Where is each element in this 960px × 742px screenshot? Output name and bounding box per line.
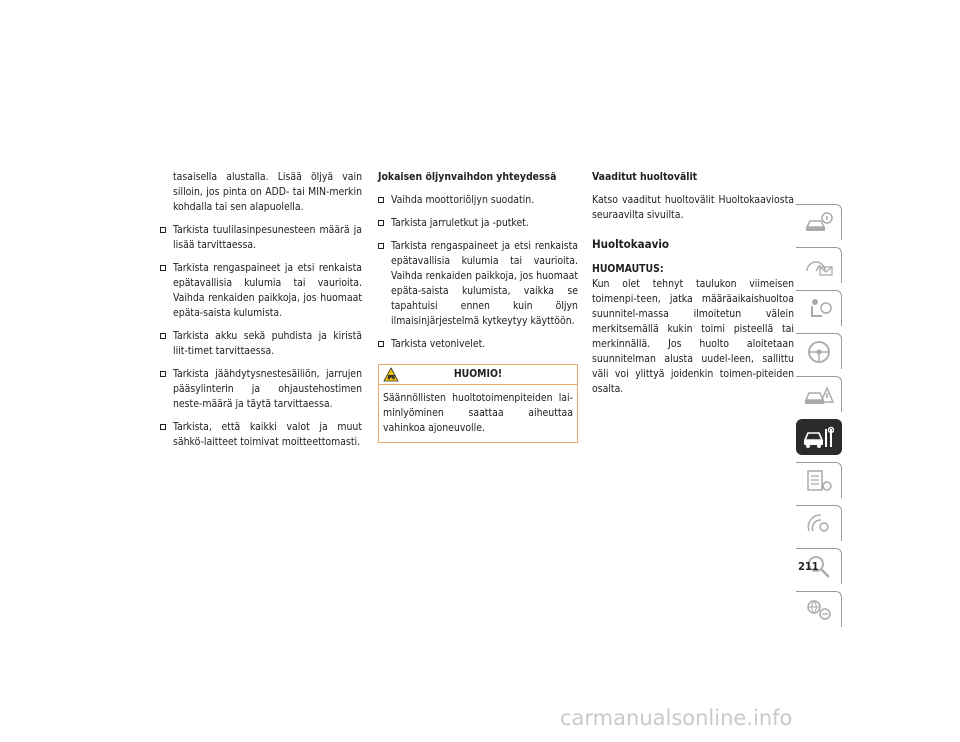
section-title: Huoltokaavio xyxy=(592,237,669,251)
column-middle xyxy=(378,170,578,443)
tab-specifications[interactable] xyxy=(796,462,842,498)
continued-paragraph: tasaisella alustalla. Lisää öljyä vain silloin, jos pinta on ADD- tai MIN-merkin kohdalla tai sen alapuolella. xyxy=(173,171,362,213)
section-heading: Vaaditut huoltovälit xyxy=(592,171,698,183)
checkbox-bullet-icon xyxy=(160,333,166,339)
checkbox-bullet-icon xyxy=(160,265,166,271)
tab-dashboard[interactable] xyxy=(796,247,842,283)
car-info-icon xyxy=(804,210,834,236)
tab-servicing[interactable] xyxy=(796,419,842,455)
list-item: Tarkista vetonivelet. xyxy=(378,337,578,352)
warning-title-bar xyxy=(379,365,577,385)
car-warning-icon xyxy=(804,382,834,408)
warning-text: Säännöllisten huoltotoimenpiteiden lai-minlyöminen saattaa aiheuttaa vahinkoa ajoneuvolle. xyxy=(383,392,573,434)
column-right xyxy=(592,170,794,397)
checkbox-bullet-icon xyxy=(378,243,384,249)
warning-title: HUOMIO! xyxy=(453,368,503,380)
tab-languages[interactable] xyxy=(796,591,842,627)
list-item: Tarkista, että kaikki valot ja muut sähkö-laitteet toimivat moitteettomasti. xyxy=(160,420,362,450)
tab-safety[interactable] xyxy=(796,290,842,326)
section-heading: Jokaisen öljynvaihdon yhteydessä xyxy=(378,171,557,183)
checkbox-bullet-icon xyxy=(160,424,166,430)
list-item: Tarkista rengaspaineet ja etsi renkaista epätavallisia kulumia tai vaurioita. Vaihda renkaiden paikkoja, jos huomaat epäta-saista kulumista, vaikka se tapahtuisi ennen kuin öljyn ilmaisinjärjestelmä kytkeytyy käyttöön. xyxy=(378,239,578,329)
tab-driving[interactable] xyxy=(796,333,842,369)
checkbox-bullet-icon xyxy=(160,227,166,233)
list-item: Tarkista jäähdytysnestesäiliön, jarrujen pääsylinterin ja ohjaustehostimen neste-määrä ja täytä tarvittaessa. xyxy=(160,367,362,412)
note-label: HUOMAUTUS: xyxy=(592,263,664,275)
checkbox-bullet-icon xyxy=(378,220,384,226)
paragraph: Katso vaaditut huoltovälit Huoltokaaviosta seuraavilta sivuilta. xyxy=(592,194,794,221)
checkbox-bullet-icon xyxy=(160,371,166,377)
tab-emergency[interactable] xyxy=(796,376,842,412)
tab-multimedia[interactable] xyxy=(796,505,842,541)
warning-box xyxy=(378,364,578,443)
list-item: Vaihda moottoriöljyn suodatin. xyxy=(378,193,578,208)
steering-wheel-icon xyxy=(804,339,834,365)
dashboard-envelope-icon xyxy=(804,253,834,279)
list-item: Tarkista akku sekä puhdista ja kiristä liit-timet tarvittaessa. xyxy=(160,329,362,359)
multimedia-icon xyxy=(804,511,834,537)
specifications-list-icon xyxy=(804,468,834,494)
column-left xyxy=(160,170,362,458)
page-number: 211 xyxy=(798,560,819,573)
list-item: Tarkista rengaspaineet ja etsi renkaista epätavallisia kulumia tai vaurioita. Vaihda renkaiden paikkoja, jos huomaat epäta-saista kulumista. xyxy=(160,261,362,321)
checkbox-bullet-icon xyxy=(378,197,384,203)
language-index-icon xyxy=(804,597,834,623)
watermark-text: carmanualsonline.info xyxy=(560,706,793,730)
checkbox-bullet-icon xyxy=(378,341,384,347)
list-item: Tarkista jarruletkut ja -putket. xyxy=(378,216,578,231)
tab-car-info[interactable] xyxy=(796,204,842,240)
car-service-wrench-icon xyxy=(804,425,834,451)
list-item: Tarkista tuulilasinpesunesteen määrä ja lisää tarvittaessa. xyxy=(160,223,362,253)
airbag-seat-icon xyxy=(804,296,834,322)
note-text: Kun olet tehnyt taulukon viimeisen toimenpi-teen, jatka määräaikaishuoltoa suunnitel-massa ilmoitetun välein merkitsemällä kukin toimi pisteellä tai merkinnällä. Jos huolto aloitetaan suunnitelman alusta uudel-leen, sallittu väli voi ylittyä joidenkin toimen-piteiden osalta. xyxy=(592,278,794,395)
warning-car-icon xyxy=(383,367,399,382)
